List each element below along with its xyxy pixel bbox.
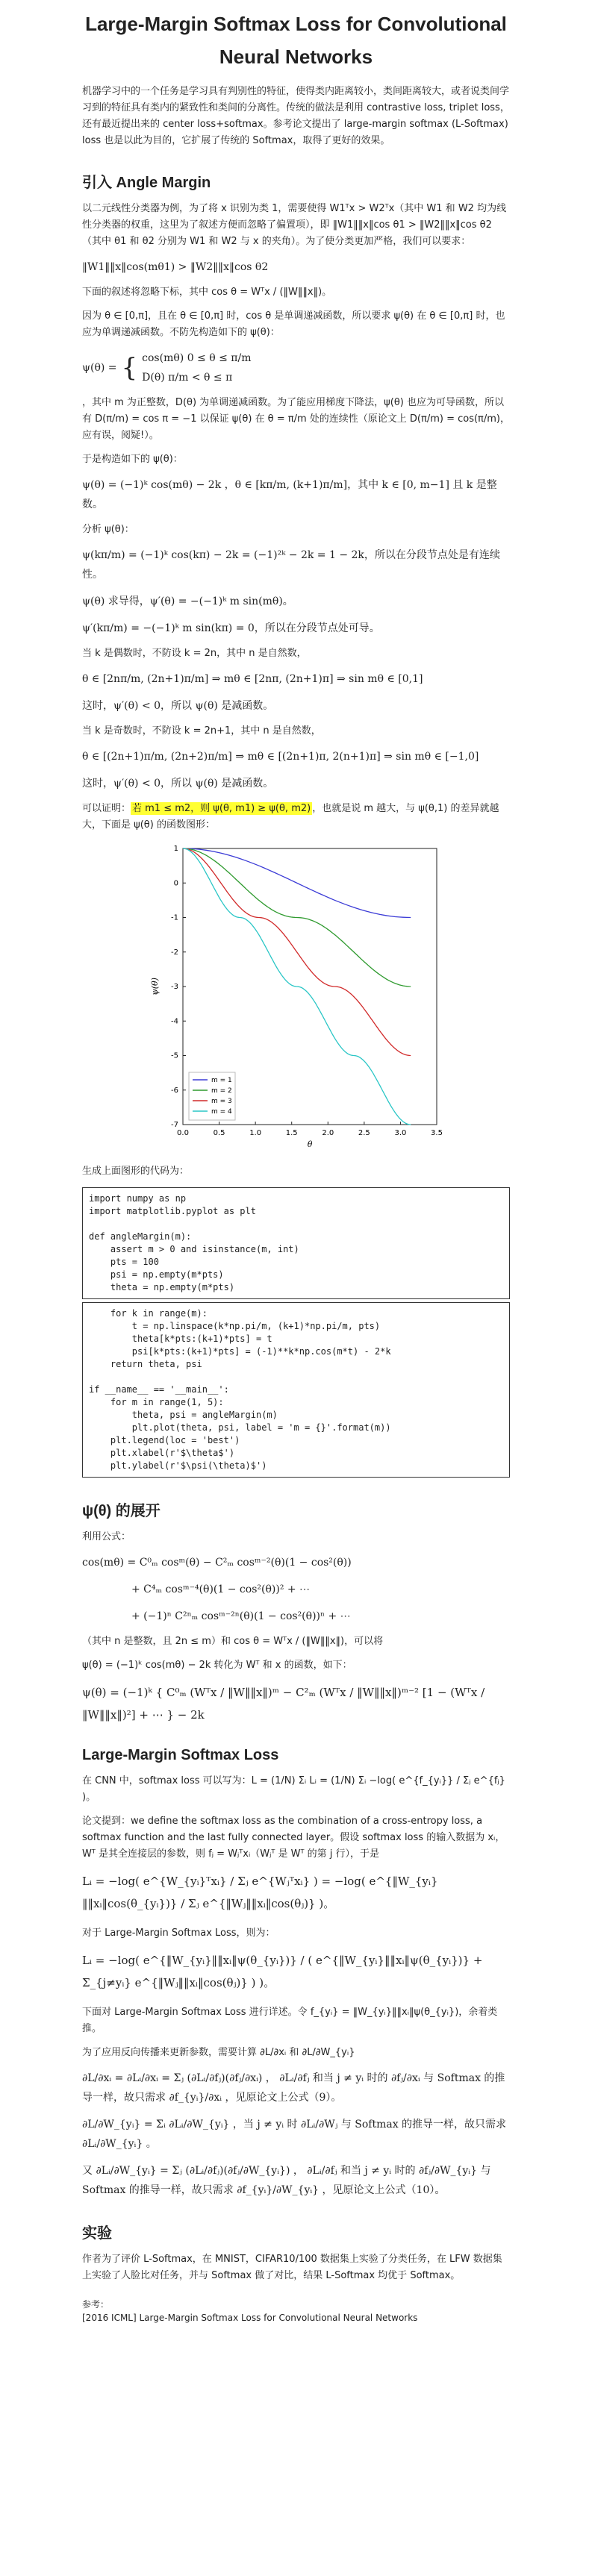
- formula: Lᵢ = −log( e^{W_{yᵢ}ᵀxᵢ} / Σⱼ e^{Wⱼᵀxᵢ} ) = −log( e^{‖W_{yᵢ}‖‖xᵢ‖cos(θ_{yᵢ})} / Σⱼ e^{‖Wⱼ‖‖xᵢ‖cos(θⱼ)} )。: [82, 1875, 438, 1910]
- x-tick-label: 0.0: [176, 1129, 189, 1137]
- x-tick-label: 1.5: [285, 1129, 298, 1137]
- paragraph: 为了应用反向传播来更新参数，需要计算 ∂L/∂xᵢ 和 ∂L/∂W_{yᵢ}: [82, 2047, 355, 2058]
- spacer: [82, 2292, 510, 2298]
- psi-label: ψ(θ) =: [82, 362, 117, 374]
- y-tick-label: -6: [170, 1086, 178, 1095]
- intro-paragraph: 机器学习中的一个任务是学习具有判别性的特征，使得类内距离较小，类间距离较大，或者说类间学习到的特征具有类内的紧致性和类间的分离性。传统的做法是利用 contrastive loss, triplet loss，还有最近提出来的 center loss+softmax。参考论文提出了 large-margin softmax (L-Softmax) loss 也是以此为目的，它扩展了传统的 Softmax，取得了更好的效果。: [82, 86, 510, 146]
- y-tick-label: 1: [173, 845, 178, 853]
- highlight-paragraph: [82, 801, 510, 834]
- paragraph: 以二元线性分类器为例，为了将 x 识别为类 1，需要使得 W1ᵀx > W2ᵀx（其中 W1 和 W2 均为线性分类器的权重，这里为了叙述方便而忽略了偏置项），即 ‖W1‖‖x‖cos θ1 > ‖W2‖‖x‖cos θ2（其中 θ1 和 θ2 分别为 W1 和 W2 与 x 的夹角）。为了使分类更加严格，我们可以要求：: [82, 203, 507, 247]
- formula: 又 ∂Lᵢ/∂W_{yᵢ} = Σⱼ (∂Lᵢ/∂fⱼ)(∂fⱼ/∂W_{yᵢ}) ， ∂Lᵢ/∂fⱼ 和当 j ≠ yᵢ 时的 ∂fⱼ/∂W_{yᵢ} 与 Softmax 的推导一样，故只需求 ∂f_{yᵢ}/∂W_{yᵢ} ，见原论文上公式（10）。: [82, 2165, 491, 2196]
- case-2: D(θ) π/m < θ ≤ π: [142, 372, 233, 384]
- code-block-2: for k in range(m): t = np.linspace(k*np.pi/m, (k+1)*np.pi/m, pts) theta[k*pts:(k+1)*pts] = t psi[k*pts:(k+1)*pts] = (-1)**k*np.cos(m*t) - 2*k return theta, psi if __name__ == '__main__': for m in range(1, 5): theta, psi = angleMargin(m) plt.plot(theta, psi, label = 'm = {}'.format(m)) plt.legend(loc = 'best') plt.xlabel(r'$\theta$') plt.ylabel(r'$\psi(\theta)$'): [82, 1302, 510, 1478]
- formula: Lᵢ = −log( e^{‖W_{yᵢ}‖‖xᵢ‖ψ(θ_{yᵢ})} / ( e^{‖W_{yᵢ}‖‖xᵢ‖ψ(θ_{yᵢ})} + Σ_{j≠yᵢ} e^{‖Wⱼ‖‖xᵢ‖cos(θⱼ)} ) )。: [82, 1954, 483, 1989]
- formula: + C⁴ₘ cosᵐ⁻⁴(θ)(1 − cos²(θ))² + ⋯: [131, 1584, 311, 1595]
- code-intro: 生成上面图形的代码为：: [82, 1166, 190, 1177]
- paragraph: 当 k 是偶数时，不防设 k = 2n，其中 n 是自然数，: [82, 648, 307, 659]
- highlighted-claim: 若 m1 ≤ m2，则 ψ(θ, m1) ≥ ψ(θ, m2): [132, 803, 311, 814]
- legend-label: m = 3: [211, 1098, 232, 1105]
- formula: ψ(kπ/m) = (−1)ᵏ cos(kπ) − 2k = (−1)²ᵏ − 2k = 1 − 2k，所以在分段节点处是有连续性。: [82, 549, 500, 581]
- article: [0, 7, 592, 2325]
- y-tick-label: -2: [170, 948, 178, 957]
- paragraph: 分析 ψ(θ)：: [82, 524, 134, 535]
- paragraph: ，其中 m 为正整数，D(θ) 为单调递减函数。为了能应用梯度下降法，ψ(θ) 也应为可导函数，所以有 D(π/m) = cos π = −1 以保证 ψ(θ) 在 θ = π/m 处的连续性（原论文上 D(π/m) = cos(π/m)，应有误，阅疑!）。: [82, 397, 510, 441]
- reference-link[interactable]: [2016 ICML] Large-Margin Softmax Loss for Convolutional Neural Networks: [82, 2313, 418, 2323]
- formula: cos(mθ) = C⁰ₘ cosᵐ(θ) − C²ₘ cosᵐ⁻²(θ)(1 − cos²(θ)): [82, 1557, 352, 1569]
- legend-label: m = 1: [211, 1077, 232, 1084]
- section-heading-psi-expansion: ψ(θ) 的展开: [82, 1503, 161, 1519]
- y-tick-label: -3: [170, 983, 178, 991]
- formula: 这时，ψ′(θ) < 0，所以 ψ(θ) 是减函数。: [82, 778, 274, 790]
- formula: θ ∈ [2nπ/m, (2n+1)π/m] ⇒ mθ ∈ [2nπ, (2n+1)π] ⇒ sin mθ ∈ [0,1]: [82, 673, 423, 685]
- y-tick-label: 0: [173, 879, 178, 888]
- section-heading-lsoftmax: Large-Margin Softmax Loss: [82, 1747, 279, 1763]
- brace: {: [121, 353, 138, 383]
- paragraph: 对于 Large-Margin Softmax Loss，则为：: [82, 1928, 275, 1939]
- paragraph-prefix: 可以证明：: [82, 803, 131, 814]
- y-axis-label: ψ(θ): [149, 978, 160, 995]
- formula: ψ′(kπ/m) = −(−1)ᵏ m sin(kπ) = 0，所以在分段节点处可导。: [82, 622, 380, 634]
- x-axis-label: θ: [307, 1139, 312, 1149]
- formula: ∂L/∂W_{yᵢ} = Σᵢ ∂Lᵢ/∂W_{yᵢ} ，当 j ≠ yᵢ 时 ∂Lᵢ/∂Wⱼ 与 Softmax 的推导一样，故只需求 ∂Lᵢ/∂W_{yᵢ} 。: [82, 2119, 507, 2150]
- formula: + (−1)ⁿ C²ⁿₘ cosᵐ⁻²ⁿ(θ)(1 − cos²(θ))ⁿ + ⋯: [131, 1610, 351, 1622]
- y-tick-label: -5: [170, 1051, 178, 1060]
- paragraph: 当 k 是奇数时，不防设 k = 2n+1，其中 n 是自然数，: [82, 725, 321, 737]
- formula: ψ(θ) = (−1)ᵏ { C⁰ₘ (Wᵀx / ‖W‖‖x‖)ᵐ − C²ₘ (Wᵀx / ‖W‖‖x‖)ᵐ⁻² [1 − (Wᵀx / ‖W‖‖x‖)²] + ⋯ } − 2k: [82, 1686, 485, 1722]
- x-tick-label: 0.5: [213, 1129, 225, 1137]
- formula: ∂L/∂xᵢ = ∂Lᵢ/∂xᵢ = Σⱼ (∂Lᵢ/∂fⱼ)(∂fⱼ/∂xᵢ) ， ∂Lᵢ/∂fⱼ 和当 j ≠ yᵢ 时的 ∂fⱼ/∂xᵢ 与 Softmax 的推导一样，故只需求 ∂f_{yᵢ}/∂xᵢ ，见原论文上公式（9）。: [82, 2072, 505, 2104]
- formula: ψ(θ) = (−1)ᵏ cos(mθ) − 2k ，θ ∈ [kπ/m, (k+1)π/m]，其中 k ∈ [0, m−1] 且 k 是整数。: [82, 479, 497, 510]
- paragraph: ψ(θ) = (−1)ᵏ cos(mθ) − 2k 转化为 Wᵀ 和 x 的函数，如下：: [82, 1660, 352, 1671]
- paragraph: （其中 n 是整数，且 2n ≤ m）和 cos θ = Wᵀx / (‖W‖‖x‖)，可以将: [82, 1636, 384, 1647]
- paragraph: 作者为了评价 L-Softmax，在 MNIST，CIFAR10/100 数据集上实验了分类任务，在 LFW 数据集上实验了人脸比对任务，并与 Softmax 做了对比，结果 L-Softmax 均优于 Softmax。: [82, 2254, 502, 2281]
- piecewise-formula: [82, 348, 510, 387]
- paragraph: 下面的叙述将忽略下标，其中 cos θ = Wᵀx / (‖W‖‖x‖)。: [82, 287, 332, 298]
- x-tick-label: 2.0: [321, 1129, 334, 1137]
- psi-chart: [147, 841, 446, 1154]
- paragraph: 因为 θ ∈ [0,π]，且在 θ ∈ [0,π] 时，cos θ 是单调递减函数，所以要求 ψ(θ) 在 θ ∈ [0,π] 时，也应为单调递减函数。不防先构造如下的 ψ(θ)：: [82, 310, 505, 338]
- code-block-1: import numpy as np import matplotlib.pyplot as plt def angleMargin(m): assert m > 0 and isinstance(m, int) pts = 100 psi = np.empty(m*pts) theta = np.empty(m*pts): [82, 1187, 510, 1299]
- paragraph: 利用公式：: [82, 1531, 131, 1542]
- references-label: 参考：: [82, 2299, 110, 2310]
- y-tick-label: -4: [170, 1017, 178, 1026]
- psi-chart-svg: [147, 841, 446, 1154]
- paragraph-suffix: ，也就是说 m 越大，与 ψ(θ,1) 的差异就越大，下面是 ψ(θ) 的函数图形：: [82, 803, 499, 831]
- formula: ‖W1‖‖x‖cos(mθ1) > ‖W2‖‖x‖cos θ2: [82, 261, 269, 273]
- y-tick-label: -7: [170, 1121, 178, 1129]
- page-title: Large-Margin Softmax Loss for Convolutional Neural Networks: [85, 13, 507, 68]
- cases: [142, 348, 251, 387]
- formula: 这时，ψ′(θ) < 0，所以 ψ(θ) 是减函数。: [82, 700, 274, 712]
- legend-label: m = 2: [211, 1087, 232, 1095]
- paragraph: 于是构造如下的 ψ(θ)：: [82, 454, 183, 465]
- x-tick-label: 2.5: [358, 1129, 370, 1137]
- paragraph: 下面对 Large-Margin Softmax Loss 进行详述。令 f_{yᵢ} = ‖W_{yᵢ}‖‖xᵢ‖ψ(θ_{yᵢ})，余着类推。: [82, 2007, 498, 2034]
- x-tick-label: 1.0: [249, 1129, 261, 1137]
- y-tick-label: -1: [170, 913, 178, 922]
- x-tick-label: 3.5: [430, 1129, 443, 1137]
- section-heading-experiments: 实验: [82, 2225, 112, 2242]
- formula: ψ(θ) 求导得，ψ′(θ) = −(−1)ᵏ m sin(mθ)。: [82, 595, 293, 607]
- legend-label: m = 4: [211, 1108, 232, 1116]
- section-heading-angle-margin: 引入 Angle Margin: [82, 175, 211, 191]
- case-1: cos(mθ) 0 ≤ θ ≤ π/m: [142, 352, 252, 364]
- paragraph: 在 CNN 中，softmax loss 可以写为：L = (1/N) Σᵢ Lᵢ = (1/N) Σᵢ −log( e^{f_{yᵢ}} / Σⱼ e^{fⱼ} )。: [82, 1775, 505, 1803]
- paragraph: 论文提到：we define the softmax loss as the combination of a cross-entropy loss, a softmax function and the last fully connected layer。假设 softmax loss 的输入数据为 xᵢ，Wᵀ 是其全连接层的参数，则 fⱼ = Wⱼᵀxᵢ（Wⱼᵀ 是 Wᵀ 的第 j 行），于是: [82, 1816, 505, 1860]
- formula: θ ∈ [(2n+1)π/m, (2n+2)π/m] ⇒ mθ ∈ [(2n+1)π, 2(n+1)π] ⇒ sin mθ ∈ [−1,0]: [82, 751, 479, 763]
- x-tick-label: 3.0: [393, 1129, 406, 1137]
